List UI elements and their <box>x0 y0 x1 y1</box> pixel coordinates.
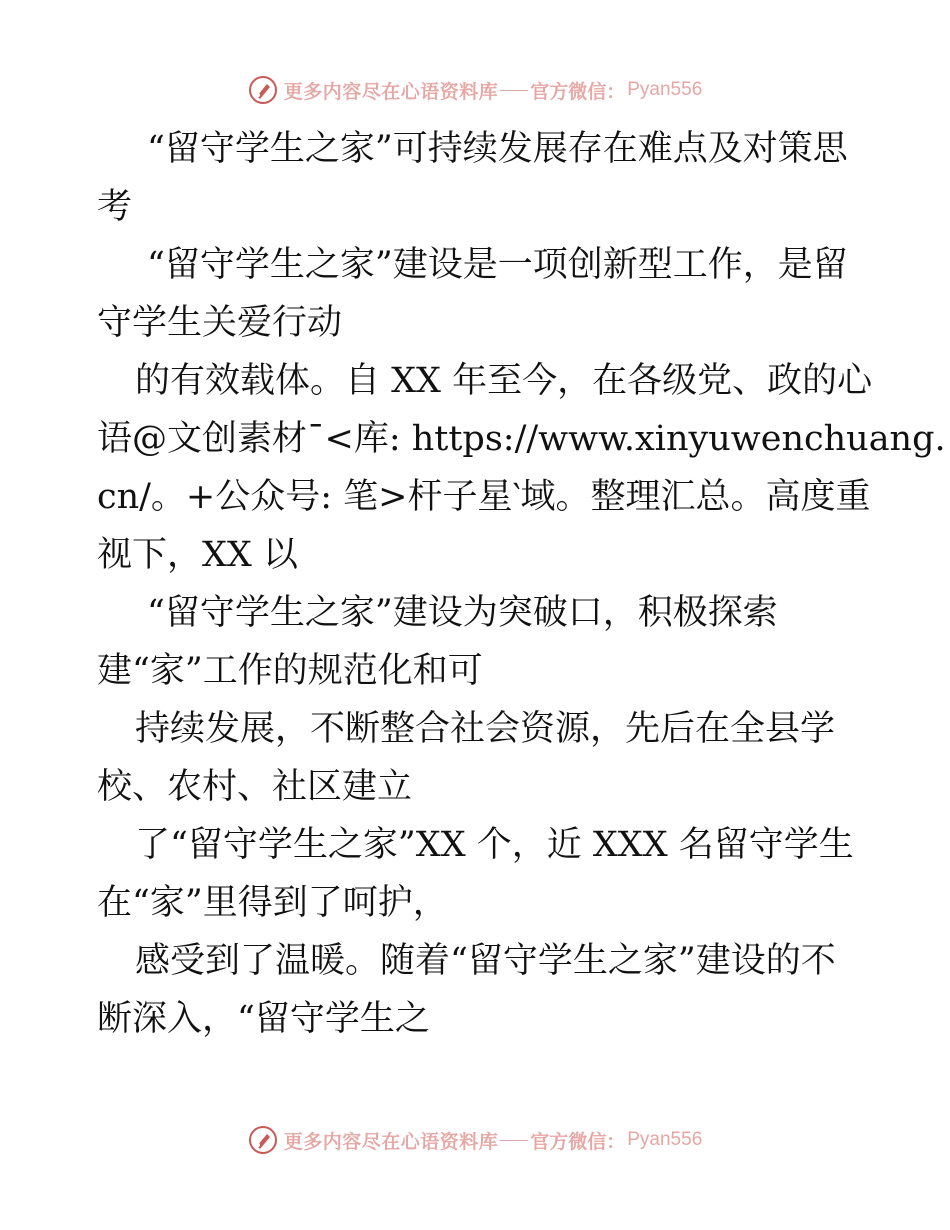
footer-banner-text: 更多内容尽在心语资料库 <box>283 1130 499 1153</box>
pen-logo-icon <box>248 75 278 105</box>
header-banner-wechat-id: Pyan556 <box>627 79 703 100</box>
paragraph-line: 校、农村、社区建立 <box>97 767 413 807</box>
paragraph-line: 守学生关爱行动 <box>97 303 343 343</box>
paragraph-line: “留守学生之家”建设是一项创新型工作，是留 <box>147 245 848 285</box>
title-line-1: “留守学生之家”可持续发展存在难点及对策思 <box>147 129 848 169</box>
paragraph-line: 在“家”里得到了呵护， <box>97 883 448 923</box>
paragraph-line: 视下，XX 以 <box>97 535 298 575</box>
paragraph-line: 的有效载体。自 XX 年至今，在各级党、政的心 <box>135 361 873 401</box>
header-banner-wechat-label: 官方微信： <box>530 80 626 103</box>
pen-logo-icon <box>248 1125 278 1155</box>
header-banner-separator <box>500 90 528 91</box>
paragraph-line: 持续发展，不断整合社会资源，先后在全县学 <box>135 709 836 749</box>
paragraph-line: cn/。+公众号: 笔>杆子星‵域。整理汇总。高度重 <box>97 477 871 517</box>
document-body <box>97 120 946 1048</box>
paragraph-line: 语@文创素材¯<库: https://www.xinyuwenchuang. <box>97 419 946 459</box>
footer-banner-wechat-id: Pyan556 <box>627 1129 703 1150</box>
paragraph-line: 感受到了温暖。随着“留守学生之家”建设的不 <box>135 941 836 981</box>
footer-banner-wechat-label: 官方微信： <box>530 1130 626 1153</box>
paragraph-line: 了“留守学生之家”XX 个，近 XXX 名留守学生 <box>135 825 854 865</box>
title-line-2: 考 <box>97 187 133 227</box>
paragraph-line: “留守学生之家”建设为突破口，积极探索 <box>147 593 778 633</box>
footer-banner-separator <box>500 1140 528 1141</box>
footer-banner <box>0 1118 950 1162</box>
header-banner-text: 更多内容尽在心语资料库 <box>283 80 499 103</box>
paragraph-line: 建“家”工作的规范化和可 <box>97 651 483 691</box>
header-banner <box>0 68 950 112</box>
paragraph-line: 断深入，“留守学生之 <box>97 999 430 1039</box>
